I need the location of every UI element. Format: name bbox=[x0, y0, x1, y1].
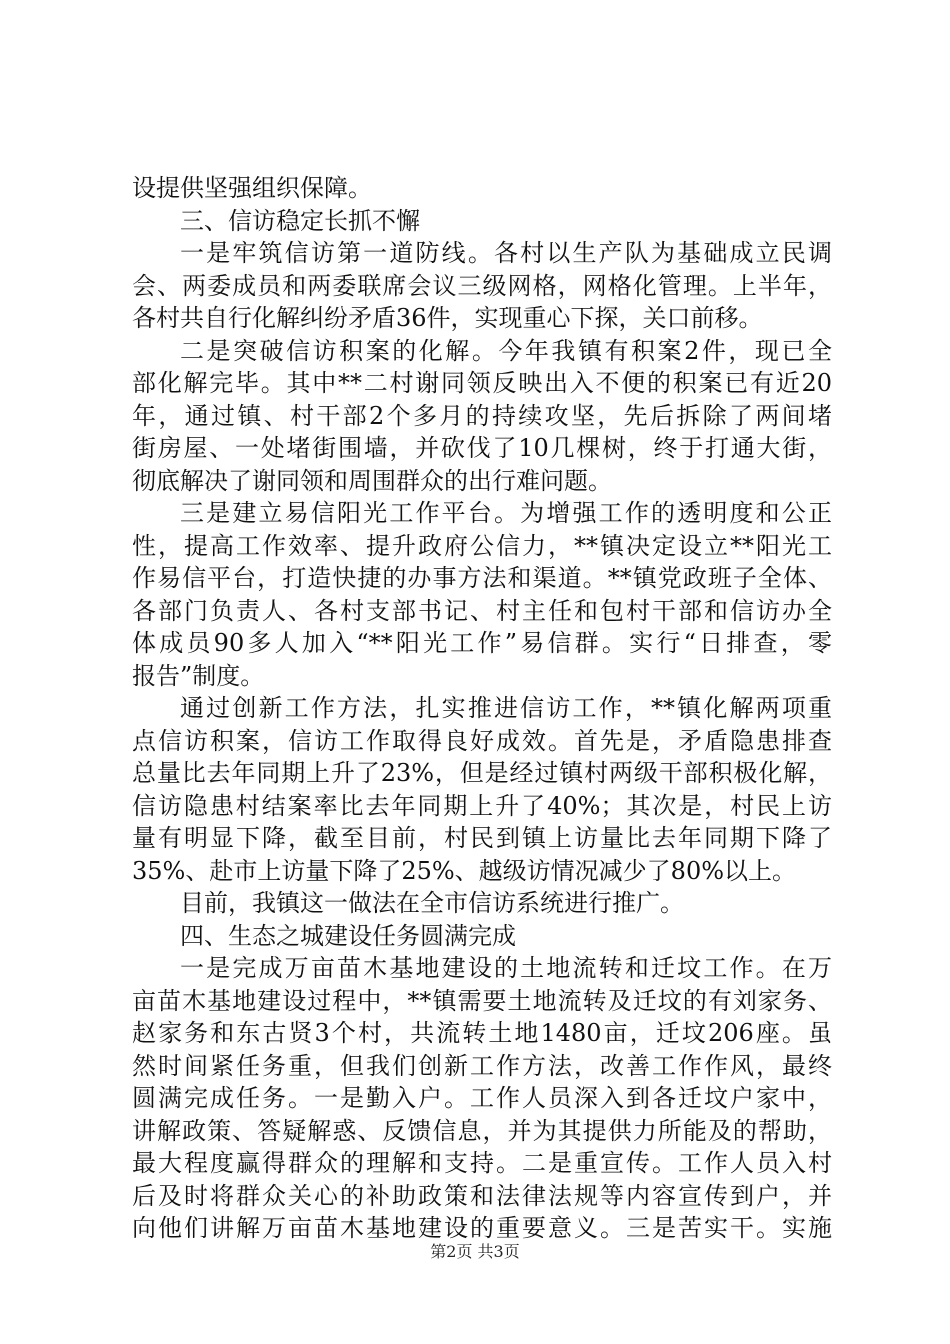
text-line: 作易信平台，打造快捷的办事方法和渠道。**镇党政班子全体、 bbox=[132, 564, 832, 592]
text-line: 年，通过镇、村干部2个多月的持续攻坚，先后拆除了两间堵 bbox=[132, 401, 832, 430]
text-line: 赵家务和东古贤3个村，共流转土地1480亩，迁坟206座。虽 bbox=[132, 1019, 832, 1047]
text-line: 彻底解决了谢同领和周围群众的出行难问题。 bbox=[132, 466, 612, 495]
text-line: 各部门负责人、各村支部书记、村主任和包村干部和信访办全 bbox=[132, 596, 832, 625]
text-line: 35%、赴市上访量下降了25%、越级访情况减少了80%以上。 bbox=[132, 856, 797, 885]
text-line: 总量比去年同期上升了23%，但是经过镇村两级干部积极化解， bbox=[132, 759, 832, 787]
text-line: 目前，我镇这一做法在全市信访系统进行推广。 bbox=[180, 889, 684, 917]
document-body bbox=[132, 172, 832, 1245]
text-line: 信访隐患村结案率比去年同期上升了40%；其次是，村民上访 bbox=[132, 791, 832, 820]
text-line: 向他们讲解万亩苗木基地建设的重要意义。三是苦实干。实施 bbox=[132, 1214, 832, 1242]
text-line: 一是牢筑信访第一道防线。各村以生产队为基础成立民调 bbox=[180, 239, 832, 267]
text-line: 会、两委成员和两委联席会议三级网格，网格化管理。上半年， bbox=[132, 271, 832, 300]
text-line: 讲解政策、答疑解惑、反馈信息，并为其提供力所能及的帮助， bbox=[132, 1116, 832, 1145]
text-line: 然时间紧任务重，但我们创新工作方法，改善工作作风，最终 bbox=[132, 1051, 832, 1080]
text-line: 通过创新工作方法，扎实推进信访工作，**镇化解两项重 bbox=[180, 694, 832, 722]
text-line: 报告”制度。 bbox=[132, 661, 265, 690]
text-line: 后及时将群众关心的补助政策和法律法规等内容宣传到户，并 bbox=[132, 1181, 832, 1210]
text-line: 亩苗木基地建设过程中，**镇需要土地流转及迁坟的有刘家务、 bbox=[132, 986, 832, 1015]
section-heading: 三、信访稳定长抓不懈 bbox=[180, 206, 420, 235]
text-line: 设提供坚强组织保障。 bbox=[132, 174, 372, 202]
text-line: 街房屋、一处堵街围墙，并砍伐了10几棵树，终于打通大街， bbox=[132, 434, 832, 462]
text-line: 三是建立易信阳光工作平台。为增强工作的透明度和公正 bbox=[180, 499, 832, 527]
text-line: 点信访积案，信访工作取得良好成效。首先是，矛盾隐患排查 bbox=[132, 726, 832, 755]
section-heading: 四、生态之城建设任务圆满完成 bbox=[180, 921, 516, 950]
text-line: 部化解完毕。其中**二村谢同领反映出入不便的积案已有近20 bbox=[132, 369, 832, 397]
text-line: 二是突破信访积案的化解。今年我镇有积案2件，现已全 bbox=[180, 336, 832, 365]
text-line: 各村共自行化解纠纷矛盾36件，实现重心下探，关口前移。 bbox=[132, 304, 763, 332]
text-line: 体成员90多人加入“**阳光工作”易信群。实行“日排查，零 bbox=[132, 629, 832, 657]
text-line: 量有明显下降，截至目前，村民到镇上访量比去年同期下降了 bbox=[132, 824, 832, 852]
text-line: 最大程度赢得群众的理解和支持。二是重宣传。工作人员入村 bbox=[132, 1149, 832, 1177]
text-line: 圆满完成任务。一是勤入户。工作人员深入到各迁坟户家中， bbox=[132, 1084, 832, 1112]
text-line: 性，提高工作效率、提升政府公信力，**镇决定设立**阳光工 bbox=[132, 531, 832, 560]
page-number-footer: 第2页 共3页 bbox=[430, 1242, 520, 1261]
text-line: 一是完成万亩苗木基地建设的土地流转和迁坟工作。在万 bbox=[180, 954, 832, 982]
